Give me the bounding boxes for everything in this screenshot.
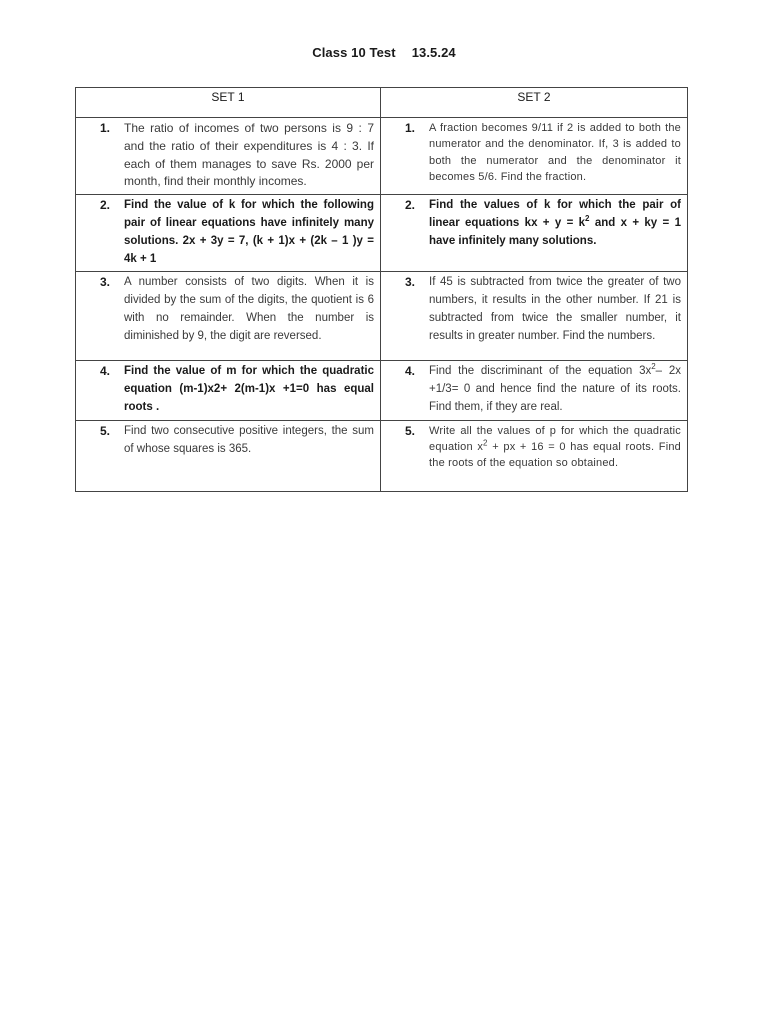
question-number: 2. — [405, 198, 416, 213]
test-date: 13.5.24 — [411, 45, 456, 60]
question-number: 3. — [100, 275, 111, 290]
table-row — [76, 118, 688, 195]
question-text: A number consists of two digits. When it is divided by the sum of the digits, the quotient is 6 with no remainder. When the number is diminished by 9, the digit are reversed. — [124, 276, 374, 342]
question-number: 4. — [405, 364, 416, 379]
question-item — [381, 361, 687, 419]
question-item — [76, 118, 380, 194]
question-text: Find the value of k for which the following pair of linear equations have infinitely many solutions. 2x + 3y = 7, (k + 1)x + (2k – 1 )y = 4k + 1 — [124, 199, 374, 265]
question-text: Find two consecutive positive integers, the sum of whose squares is 365. — [124, 424, 374, 455]
question-item — [76, 195, 380, 271]
set1-cell — [76, 195, 381, 272]
table-header-row — [76, 88, 688, 118]
set2-header: SET 2 — [381, 88, 688, 118]
set2-cell — [381, 195, 688, 272]
table-row — [76, 195, 688, 272]
question-text: The ratio of incomes of two persons is 9 : 7 and the ratio of their expenditures is 4 : 3. If each of them manages to save Rs. 2000 per month, find their monthly incomes. — [124, 121, 374, 189]
question-text: Find the values of k for which the pair of linear equations kx + $y = k^2$ and x + ky = 1 have infinitely many solutions. — [429, 199, 681, 247]
question-item — [381, 195, 687, 253]
question-item — [76, 272, 380, 348]
set2-cell — [381, 361, 688, 420]
set2-cell — [381, 272, 688, 361]
question-number: 3. — [405, 275, 416, 290]
question-table — [75, 87, 688, 492]
set1-cell — [76, 420, 381, 491]
set1-cell — [76, 118, 381, 195]
question-text: Write all the values of p for which the quadratic equation $x^2$ + px + 16 = 0 has equal roots. Find the roots of the equation so obtained. — [429, 424, 681, 470]
set1-cell — [76, 361, 381, 420]
question-number: 1. — [100, 121, 111, 135]
set1-cell — [76, 272, 381, 361]
set2-cell — [381, 118, 688, 195]
test-title: Class 10 Test — [312, 45, 396, 60]
question-item — [381, 421, 687, 475]
question-item — [76, 361, 380, 419]
question-number: 5. — [100, 423, 111, 438]
table-row — [76, 272, 688, 361]
question-text: Find the discriminant of the equation $3x^2-$ 2x +1/3= 0 and hence find the nature of its roots. Find them, if they are real. — [429, 362, 681, 413]
set2-cell — [381, 420, 688, 491]
question-item — [381, 272, 687, 348]
question-number: 4. — [100, 364, 111, 379]
table-row — [76, 361, 688, 420]
question-number: 1. — [405, 121, 416, 135]
set1-header: SET 1 — [76, 88, 381, 118]
question-text: If 45 is subtracted from twice the greater of two numbers, it results in the other number. If 21 is subtracted from twice the smaller number, it results in greater number. Find the numbers. — [429, 276, 681, 342]
question-number: 2. — [100, 198, 111, 213]
question-text: Find the value of m for which the quadratic equation (m-1)x2+ 2(m-1)x +1=0 has equal roots . — [124, 365, 374, 413]
page-title — [0, 45, 768, 60]
question-item — [381, 118, 687, 188]
question-number: 5. — [405, 423, 416, 438]
question-item — [76, 421, 380, 462]
question-text: A fraction becomes 9/11 if 2 is added to both the numerator and the denominator. If, 3 is added to both the numerator and the denominator it becomes 5/6. Find the fraction. — [429, 122, 681, 183]
table-row — [76, 420, 688, 491]
